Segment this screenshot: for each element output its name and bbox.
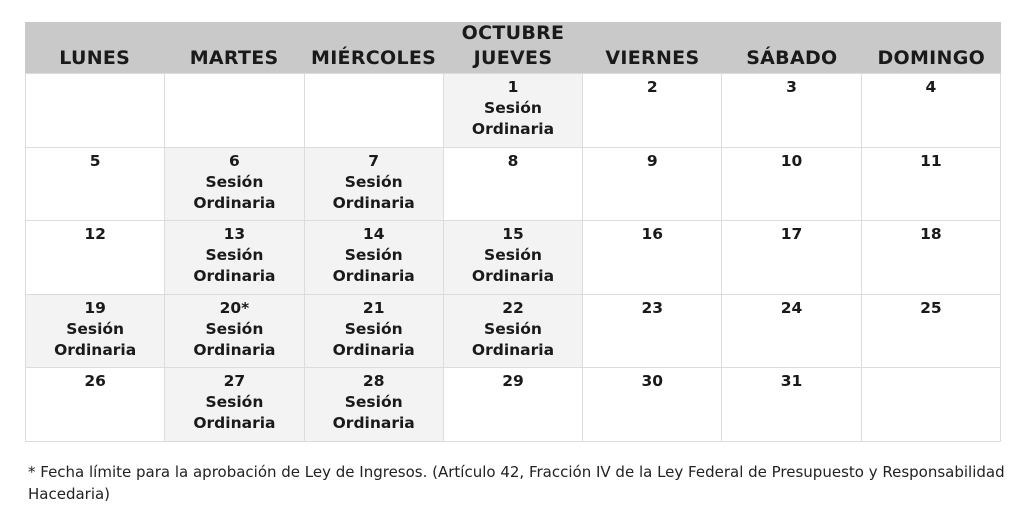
weekday-wednesday: MIÉRCOLES (310, 47, 437, 69)
day-cell (583, 221, 722, 295)
day-cell (722, 148, 861, 222)
day-number: 17 (780, 225, 803, 244)
day-number: 6 (229, 151, 240, 170)
session-label: Sesión Ordinaria (193, 393, 276, 433)
session-label: Sesión Ordinaria (193, 172, 276, 212)
day-number: 19 (84, 298, 106, 317)
day-number: 31 (780, 372, 803, 391)
day-cell (165, 295, 304, 369)
day-number: 20* (219, 298, 250, 317)
day-number: 23 (641, 298, 664, 317)
day-cell (444, 74, 583, 148)
day-cell (305, 148, 444, 222)
day-number: 9 (646, 151, 658, 170)
day-cell (862, 221, 1001, 295)
day-cell (862, 148, 1001, 222)
weekday-tuesday: MARTES (189, 47, 279, 69)
day-number: 5 (89, 151, 101, 170)
day-number: 11 (920, 151, 942, 170)
day-number: 2 (646, 78, 658, 96)
day-cell (722, 368, 861, 442)
weekday-header-row (25, 45, 1001, 73)
day-number: 28 (362, 372, 385, 391)
day-number: 14 (362, 225, 385, 244)
day-cell (26, 74, 165, 148)
day-cell (305, 368, 444, 442)
day-cell (862, 74, 1001, 148)
session-label: Sesión Ordinaria (54, 319, 137, 359)
session-label: Sesión Ordinaria (471, 246, 555, 286)
weekday-sunday: DOMINGO (877, 47, 986, 69)
day-number: 27 (223, 372, 246, 391)
day-number: 7 (368, 151, 380, 170)
day-cell (165, 368, 304, 442)
day-cell (583, 74, 722, 148)
day-cell (26, 148, 165, 222)
day-cell (165, 221, 304, 295)
day-cell (26, 295, 165, 369)
session-label: Sesión Ordinaria (471, 99, 555, 138)
weekday-saturday: SÁBADO (746, 47, 838, 69)
session-label: Sesión Ordinaria (332, 319, 415, 359)
weekday-monday: LUNES (59, 47, 131, 69)
session-label: Sesión Ordinaria (193, 319, 276, 359)
day-number: 21 (362, 298, 385, 317)
session-label: Sesión Ordinaria (193, 246, 276, 286)
day-cell (444, 368, 583, 442)
day-number: 8 (507, 151, 519, 170)
day-grid (25, 73, 1001, 442)
session-label: Sesión Ordinaria (332, 393, 415, 433)
day-cell (444, 148, 583, 222)
day-number: 18 (920, 225, 942, 244)
day-number: 22 (502, 298, 524, 317)
day-cell (583, 148, 722, 222)
day-number: 10 (780, 151, 803, 170)
day-cell (722, 295, 861, 369)
weekday-friday: VIERNES (605, 47, 700, 69)
session-label: Sesión Ordinaria (332, 172, 415, 212)
day-number: 4 (925, 78, 937, 96)
day-number: 25 (920, 298, 942, 317)
day-number: 1 (507, 78, 519, 96)
day-cell (722, 74, 861, 148)
day-number: 13 (223, 225, 246, 244)
weekday-thursday: JUEVES (473, 47, 553, 69)
day-number: 15 (502, 225, 524, 244)
day-cell (26, 221, 165, 295)
day-cell (862, 368, 1001, 442)
day-number: 12 (84, 225, 106, 244)
footnote: * Fecha límite para la aprobación de Ley de Ingresos. (Artículo 42, Fracción IV de la Ley Federal de Presupuesto y Responsabilidad Hacedaria) (28, 463, 1005, 503)
day-number: 16 (641, 225, 664, 244)
session-label: Sesión Ordinaria (471, 319, 555, 359)
day-cell (165, 74, 304, 148)
session-label: Sesión Ordinaria (332, 246, 415, 286)
day-number: 29 (502, 372, 524, 391)
day-cell (444, 221, 583, 295)
day-cell (862, 295, 1001, 369)
day-cell (26, 368, 165, 442)
month-header: OCTUBRE (25, 22, 1001, 45)
day-cell (722, 221, 861, 295)
calendar-table (25, 22, 1001, 442)
day-cell (305, 74, 444, 148)
day-number: 24 (780, 298, 803, 317)
day-number: 3 (786, 78, 797, 96)
day-cell (583, 295, 722, 369)
day-cell (165, 148, 304, 222)
day-cell (305, 221, 444, 295)
day-cell (444, 295, 583, 369)
day-cell (305, 295, 444, 369)
day-number: 30 (641, 372, 664, 391)
day-cell (583, 368, 722, 442)
day-number: 26 (84, 372, 106, 391)
